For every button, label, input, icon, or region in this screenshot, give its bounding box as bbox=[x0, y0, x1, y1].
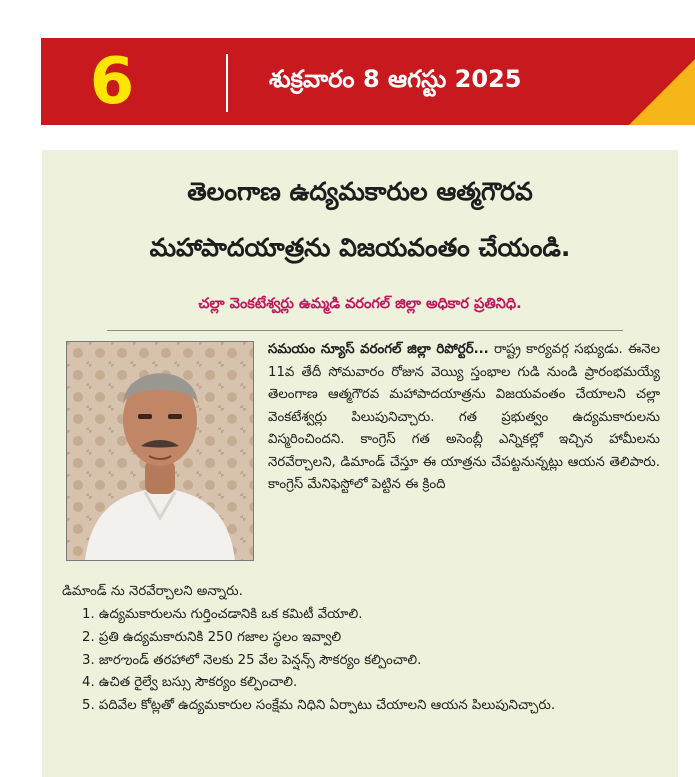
reporter-photo bbox=[66, 341, 254, 561]
news-article bbox=[42, 150, 678, 777]
list-item: 4. ఉచిత రైల్వే బస్సు సౌకర్యం కల్పించాలి. bbox=[82, 675, 298, 691]
list-item: 3. జారఌండ్ తరహాలో నెలకు 25 వేల పెన్షన్స్ సౌకర్యం కల్పించాలి. bbox=[82, 652, 422, 668]
article-lead: సమయం న్యూస్ వరంగల్ జిల్లా రిపోర్టర్... bbox=[268, 342, 489, 357]
list-item: 2. ప్రతి ఉద్యమకారునికి 250 గజాల స్థలం ఇవ్వాలి bbox=[82, 629, 342, 645]
article-headline bbox=[42, 164, 678, 276]
page-header bbox=[41, 38, 695, 125]
article-body-intro bbox=[268, 339, 660, 497]
header-divider bbox=[226, 54, 228, 112]
issue-date: శుక్రవారం 8 ఆగస్టు 2025 bbox=[269, 64, 522, 93]
page-number: 6 bbox=[89, 44, 135, 119]
list-item: 5. పదివేల కోట్లతో ఉద్యమకారుల సంక్షేమ నిధిని ఏర్పాటు చేయాలని ఆయన పిలుపునిచ్చారు. bbox=[82, 698, 556, 714]
headline-line-2: మహాపాదయాత్రను విజయవంతం చేయండి. bbox=[149, 233, 571, 262]
list-item: 1. ఉద్యమకారులను గుర్తించడానికి ఒక కమిటీ వేయాలి. bbox=[82, 607, 363, 622]
article-body-part-1: రాష్ట్ర కార్యవర్గ సభ్యుడు. ఈనెల 11వ తేదీ సోమవారం రోజున వెయ్యి స్తంభాల గుడి నుండి ప్రారంభమయ్యే తెలంగాణ ఆత్మగౌరవ మహాపాదయాత్రను విజయవంతం చేయాలని చల్లా వెంకటేశ్వర్లు పిలుపునిచ్చారు. గత ప్రభుత్వం ఉద్యమకారులను విస్మరించిందని. కాంగ్రెస్ గత అసెంబ్లీ ఎన్నికల్లో ఇచ్చిన హామీలను నెరవేర్చాలని, డిమాండ్ చేస్తూ ఈ యాత్రను చేపట్టనున్నట్లు ఆయన తెలిపారు. కాంగ్రెస్ మేనిఫెస్టోలో పెట్టిన ఈ క్రింది bbox=[268, 342, 660, 492]
article-body-part-2: డిమాండ్ ను నెరవేర్చాలని అన్నారు. bbox=[62, 584, 243, 599]
article-byline: చల్లా వెంకటేశ్వర్లు ఉమ్మడి వరంగల్ జిల్లా అధికార ప్రతినిధి. bbox=[198, 296, 522, 312]
person-portrait-icon bbox=[67, 342, 253, 560]
headline-line-1: తెలంగాణ ఉద్యమకారుల ఆత్మగౌరవ bbox=[187, 177, 533, 206]
demands-list bbox=[62, 604, 660, 718]
header-corner-accent bbox=[629, 59, 695, 125]
byline-rule bbox=[107, 330, 623, 331]
